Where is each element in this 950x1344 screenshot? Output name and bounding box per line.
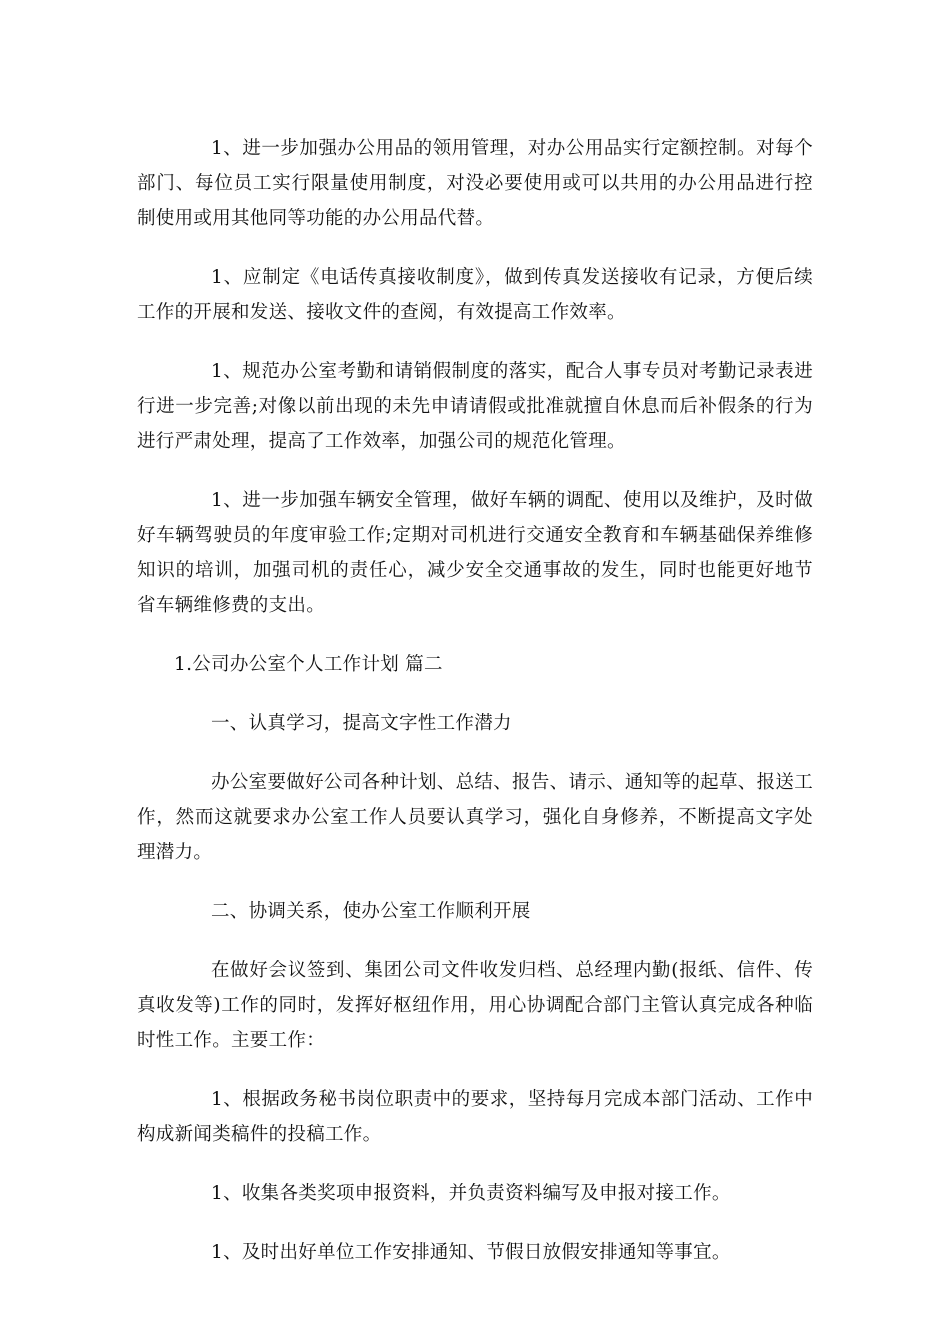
paragraph-attendance: 1、规范办公室考勤和请销假制度的落实，配合人事专员对考勤记录表进行进一步完善;对像以前出现的未先申请请假或批准就擅自休息而后补假条的行为进行严肃处理，提高了工作效率，加强公司的规范化管理。 <box>137 361 813 452</box>
document-body <box>137 131 813 1294</box>
paragraph-office-supplies: 1、进一步加强办公用品的领用管理，对办公用品实行定额控制。对每个部门、每位员工实行限量使用制度，对没必要使用或可以共用的办公用品进行控制使用或用其他同等功能的办公用品代替。 <box>137 138 813 229</box>
paragraph-writing-duties: 办公室要做好公司各种计划、总结、报告、请示、通知等的起草、报送工作，然而这就要求办公室工作人员要认真学习，强化自身修养，不断提高文字处理潜力。 <box>137 772 813 863</box>
list-item-news-submission: 1、根据政务秘书岗位职责中的要求，坚持每月完成本部门活动、工作中构成新闻类稿件的投稿工作。 <box>137 1089 813 1145</box>
list-item-notices: 1、及时出好单位工作安排通知、节假日放假安排通知等事宜。 <box>211 1242 731 1263</box>
list-item-award-applications: 1、收集各类奖项申报资料，并负责资料编写及申报对接工作。 <box>211 1183 731 1204</box>
subheading-coordination: 二、协调关系，使办公室工作顺利开展 <box>211 901 531 922</box>
paragraph-vehicle-safety: 1、进一步加强车辆安全管理，做好车辆的调配、使用以及维护，及时做好车辆驾驶员的年度审验工作;定期对司机进行交通安全教育和车辆基础保养维修知识的培训，加强司机的责任心，减少安全交通事故的发生，同时也能更好地节省车辆维修费的支出。 <box>137 490 813 616</box>
section-title: 1.公司办公室个人工作计划 篇二 <box>174 654 443 675</box>
subheading-study: 一、认真学习，提高文字性工作潜力 <box>211 713 512 734</box>
paragraph-fax-system: 1、应制定《电话传真接收制度》，做到传真发送接收有记录，方便后续工作的开展和发送、接收文件的查阅，有效提高工作效率。 <box>137 267 813 323</box>
paragraph-coordination-duties: 在做好会议签到、集团公司文件收发归档、总经理内勤(报纸、信件、传真收发等)工作的同时，发挥好枢纽作用，用心协调配合部门主管认真完成各种临时性工作。主要工作： <box>137 960 813 1051</box>
